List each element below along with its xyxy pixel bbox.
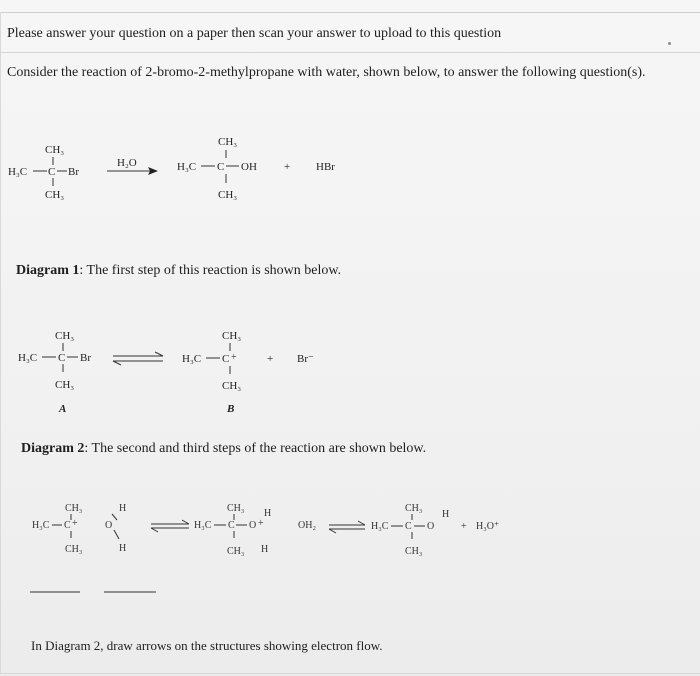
b-h3c: H₃C: [182, 353, 202, 365]
water-o: O: [105, 520, 113, 531]
question-intro: Consider the reaction of 2-bromo-2-methylpropane with water, shown below, to answer the following question(s).: [7, 65, 646, 80]
reactant-c: C: [48, 166, 56, 178]
oxonium-ch3-bottom: CH₃: [227, 546, 245, 557]
alcohol-ch3-top: CH₃: [405, 503, 423, 514]
diagram1-label: Diagram 1: [16, 263, 80, 278]
plus-sign: +: [267, 353, 274, 365]
a-ch3-bottom: CH₃: [55, 379, 75, 391]
arrow-barb: [329, 529, 336, 533]
a-c: C: [58, 352, 66, 364]
b-ch3-bottom: CH₃: [222, 380, 242, 392]
product-h3c: H₃C: [177, 161, 197, 173]
arrow-barb: [113, 361, 121, 365]
product-c: C: [217, 161, 225, 173]
a-h3c: H₃C: [18, 352, 38, 364]
task-instruction: In Diagram 2, draw arrows on the structures showing electron flow.: [31, 638, 383, 653]
alcohol-h: H: [442, 509, 450, 520]
oxonium-ch3-top: CH₃: [227, 503, 245, 514]
hydronium-ion: H₃O⁺: [476, 521, 500, 532]
reactant-ch3-bottom: CH₃: [45, 189, 65, 201]
upload-instruction: Please answer your question on a paper then scan your answer to upload to this question: [7, 26, 502, 41]
a-ch3-top: CH₃: [55, 330, 75, 342]
label-b: B: [227, 403, 235, 415]
water-h-top: H: [119, 503, 127, 514]
product-ch3-top: CH₃: [218, 136, 238, 148]
a-br: Br: [80, 352, 91, 364]
diagram1-step: [18, 330, 314, 415]
bromide-ion: Br⁻: [297, 353, 314, 365]
cation-c: C: [64, 520, 71, 531]
plus-sign: +: [461, 521, 467, 532]
oxonium-h3c: H₃C: [194, 520, 212, 531]
b-charge: +: [231, 352, 237, 363]
cation-charge: +: [72, 518, 78, 529]
cation-ch3-top: CH₃: [65, 503, 83, 514]
overall-reaction: [8, 136, 335, 201]
oxonium-c: C: [228, 520, 235, 531]
cation-h3c: H₃C: [32, 520, 50, 531]
reactant-h3c: H₃C: [8, 166, 28, 178]
arrow-barb: [182, 520, 189, 524]
diagram2-text: : The second and third steps of the reaction are shown below.: [84, 441, 427, 456]
alcohol-h3c: H₃C: [371, 521, 389, 532]
water-h-bottom: H: [119, 543, 127, 554]
oxonium-h-top: H: [264, 508, 272, 519]
water-base: OH₂: [298, 520, 316, 531]
diagram1-text: : The first step of this reaction is shown below.: [79, 263, 342, 278]
reactant-br: Br: [68, 166, 79, 178]
diagram2-label: Diagram 2: [21, 441, 85, 456]
b-ch3-top: CH₃: [222, 330, 242, 342]
arrow-barb: [358, 521, 365, 525]
reactant-ch3-top: CH₃: [45, 144, 65, 156]
b-cation-c: C: [222, 353, 230, 365]
hbr-product: HBr: [316, 161, 335, 173]
arrow-barb: [151, 528, 158, 532]
product-oh: OH: [241, 161, 257, 173]
arrow-barb: [155, 352, 163, 356]
alcohol-o: O: [427, 521, 435, 532]
plus-sign: +: [284, 161, 291, 173]
bond: [112, 514, 117, 520]
alcohol-c: C: [405, 521, 412, 532]
cation-ch3-bottom: CH₃: [65, 544, 83, 555]
alcohol-ch3-bottom: CH₃: [405, 546, 423, 557]
water-reagent: H₂O: [117, 157, 137, 169]
bond: [114, 530, 119, 539]
oxonium-o: O: [249, 520, 257, 531]
oxonium-charge: +: [258, 518, 264, 529]
diagram2-steps: [30, 503, 499, 592]
product-ch3-bottom: CH₃: [218, 189, 238, 201]
label-a: A: [59, 403, 67, 415]
oxonium-h-bottom: H: [261, 544, 269, 555]
